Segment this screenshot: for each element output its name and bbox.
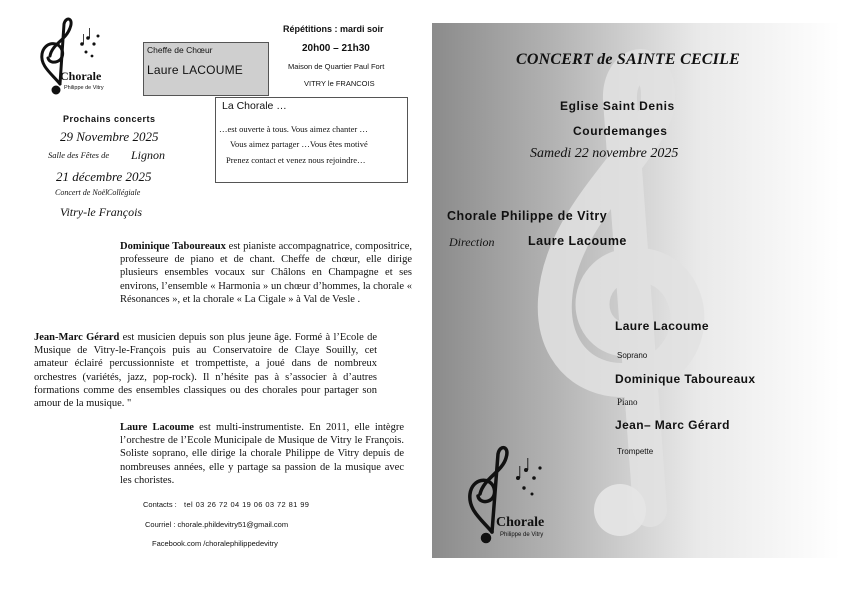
cheffe-label: Cheffe de Chœur xyxy=(147,45,213,55)
concert-2-town: Vitry-le François xyxy=(60,205,143,219)
venue-church: Eglise Saint Denis xyxy=(560,99,675,113)
bio-text: est multi-instrumentiste. En 2011, elle intègre l’orchestre de l’Ecole Municipale de Musique de Vitry le François. Soliste soprano, elle dirige la chorale Philippe de Vitry depuis de nombreuses années, elle y partage sa passion de la musique avec les choristes. xyxy=(120,422,405,486)
concert-title: CONCERT de SAINTE CECILE xyxy=(516,51,740,68)
bio-text: est pianiste accompagnatrice, compositrice, professeure de piano et de chant. Cheffe de chœur, elle dirige plusieurs ensembles vocaux sur Châlons en Champagne et ses environs, l’ensemble « Harmonia » un chœur d’hommes, la chorale « Résonances », et la chorale « La Cigale » à Val de Vesle . xyxy=(120,241,412,305)
repetitions-time: 20h00 – 21h30 xyxy=(302,43,370,54)
chorale-logo-bottom xyxy=(458,440,553,550)
cheffe-name: Laure LACOUME xyxy=(147,63,243,77)
direction-label: Direction xyxy=(449,235,495,249)
bio-jean-marc xyxy=(34,331,377,410)
concert-1-venue: Salle des Fêtes de xyxy=(48,150,110,160)
chorale-logo xyxy=(30,14,106,100)
bio-name: Jean-Marc Gérard xyxy=(34,332,120,343)
direction-name: Laure Lacoume xyxy=(528,234,627,248)
bio-text: est musicien depuis son plus jeune âge. Formé à l’Ecole de Musique de Vitry-le-François puis au Conservatoire de Claye Souilly, cet amateur éclairé percussionniste et trompettiste, a joué dans de nombreux orchestres (variétés, jazz, pop-rock). Il n’hésite pas à s’associer à d’autres formations comme des ensembles classiques ou des chorales pour partager son amour de la musique. " xyxy=(34,332,378,410)
contacts-email[interactable]: Courriel : chorale.phildevitry51@gmail.com xyxy=(145,520,289,529)
logo-text-main: Chorale xyxy=(60,69,102,83)
concert-2-type: Concert de Noël xyxy=(55,188,108,197)
contacts-facebook[interactable]: Facebook.com /choralephilippedevitry xyxy=(152,539,278,548)
repetitions-title: Répétitions : mardi soir xyxy=(283,24,384,34)
concert-2-date: 21 décembre 2025 xyxy=(56,169,152,184)
repetitions-place: Maison de Quartier Paul Fort xyxy=(288,62,385,71)
venue-village: Courdemanges xyxy=(573,124,668,138)
performer-name: Jean– Marc Gérard xyxy=(615,418,730,432)
chorale-info-line: …est ouverte à tous. Vous aimez chanter … xyxy=(219,124,368,134)
bio-name: Dominique Taboureaux xyxy=(120,241,226,252)
bio-dominique xyxy=(120,240,412,306)
concerts-title: Prochains concerts xyxy=(63,114,156,124)
performer-name: Dominique Taboureaux xyxy=(615,372,756,386)
logo-text-sub: Philippe de Vitry xyxy=(500,532,544,538)
concert-2-venue: Collégiale xyxy=(107,188,141,197)
logo-text-main: Chorale xyxy=(496,515,545,530)
chorale-info-title: La Chorale … xyxy=(222,100,287,112)
bio-laure xyxy=(120,421,404,487)
chorale-info-line: Prenez contact et venez nous rejoindre… xyxy=(226,155,366,165)
concert-1-town: Lignon xyxy=(131,148,166,162)
performer-role: Trompette xyxy=(617,447,654,456)
choir-name: Chorale Philippe de Vitry xyxy=(447,209,608,223)
contacts-phone: tel 03 26 72 04 19 06 03 72 81 99 xyxy=(184,500,310,509)
chorale-info-line: Vous aimez partager …Vous êtes motivé xyxy=(230,139,368,149)
performer-name: Laure Lacoume xyxy=(615,319,709,333)
music-notes-icon xyxy=(80,28,99,57)
concert-1-date: 29 Novembre 2025 xyxy=(60,129,159,144)
bio-name: Laure Lacoume xyxy=(120,422,194,433)
performer-role: Soprano xyxy=(617,351,648,360)
logo-text-sub: Philippe de Vitry xyxy=(64,85,104,91)
contacts-label: Contacts : xyxy=(143,500,177,509)
repetitions-city: VITRY le FRANCOIS xyxy=(304,79,375,88)
music-notes-icon xyxy=(516,458,542,496)
performer-role: Piano xyxy=(617,397,638,407)
concert-date: Samedi 22 novembre 2025 xyxy=(530,146,679,161)
